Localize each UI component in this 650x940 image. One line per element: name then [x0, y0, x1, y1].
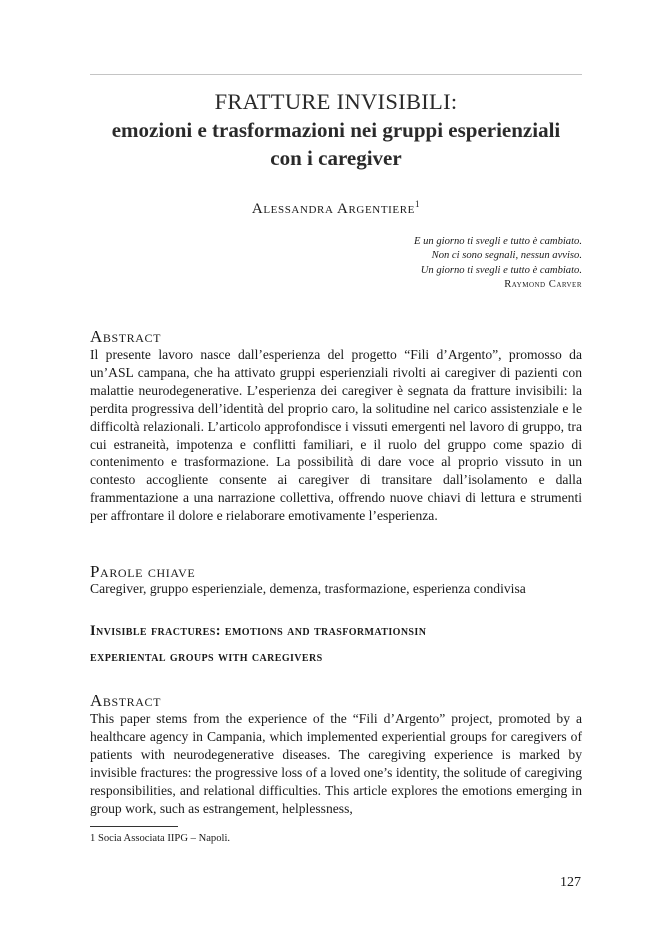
footnote-rule [90, 826, 178, 827]
english-title [90, 618, 582, 670]
abstract-it-text: Il presente lavoro nasce dall’esperienza del progetto “Fili d’Argento”, promosso da un’ASL campana, che ha attivato gruppi esperienziali rivolti ai caregiver di pazienti con malattie neurodegenerative. L’esperienza dei caregiver è segnata da fratture invisibili: la perdita progressiva dell’identità del proprio caro, la solitudine nel carico assistenziale e le difficoltà relazionali. L’articolo approfondisce i vissuti emergenti nel lavoro di gruppo, tra cui estraneità, impotenza e conflitti familiari, e il ruolo del gruppo come spazio di contenimento e trasformazione. La possibilità di dare voce al proprio vissuto in un contesto accogliente consente ai caregiver di transitare dall’isolamento e dalla frammentazione a una narrazione collettiva, offrendo nuove chiavi di lettura e strumenti per affrontare il dolore e rielaborare emotivamente l’esperienza. [90, 347, 582, 524]
english-title-line-1: Invisible fractures: emotions and trasformationsin [90, 623, 427, 639]
epigraph-source: Raymond Carver [504, 279, 582, 291]
author-footnote-mark[interactable]: 1 [414, 199, 421, 209]
abstract-it-heading: Abstract [90, 327, 162, 346]
title-line-1: FRATTURE INVISIBILI: [214, 89, 458, 114]
epigraph-line: E un giorno ti svegli e tutto è cambiato. [413, 236, 582, 247]
epigraph [282, 235, 582, 293]
epigraph-line: Non ci sono segnali, nessun avviso. [431, 250, 582, 262]
keywords-it-text: Caregiver, gruppo esperienziale, demenza, trasformazione, esperienza condivisa [90, 581, 526, 596]
article-title [90, 88, 582, 172]
footnote: 1 Socia Associata IIPG – Napoli. [90, 833, 231, 844]
abstract-en-heading: Abstract [90, 691, 162, 710]
english-title-line-2: experiental groups with caregivers [90, 649, 323, 665]
epigraph-line: Un giorno ti svegli e tutto è cambiato. [420, 264, 582, 276]
author-name-text: Alessandra Argentiere [251, 201, 415, 217]
author-name [90, 199, 582, 218]
page-number: 127 [560, 875, 581, 890]
header-rule [90, 74, 582, 75]
keywords-it-heading: Parole chiave [90, 562, 196, 581]
abstract-en-text: This paper stems from the experience of the “Fili d’Argento” project, promoted by a healthcare agency in Campania, which implemented experiential groups for caregivers of patients with neurodegenerative diseases. The caregiving experience is marked by invisible fractures: the progressive loss of a loved one’s identity, the solitude of caregiving responsibilities, and relational difficulties. This article explores the emotions emerging in group work, such as estrangement, helplessness, [90, 711, 582, 816]
title-line-3: con i caregiver [270, 146, 402, 170]
title-line-2: emozioni e trasformazioni nei gruppi esperienziali [111, 118, 561, 142]
